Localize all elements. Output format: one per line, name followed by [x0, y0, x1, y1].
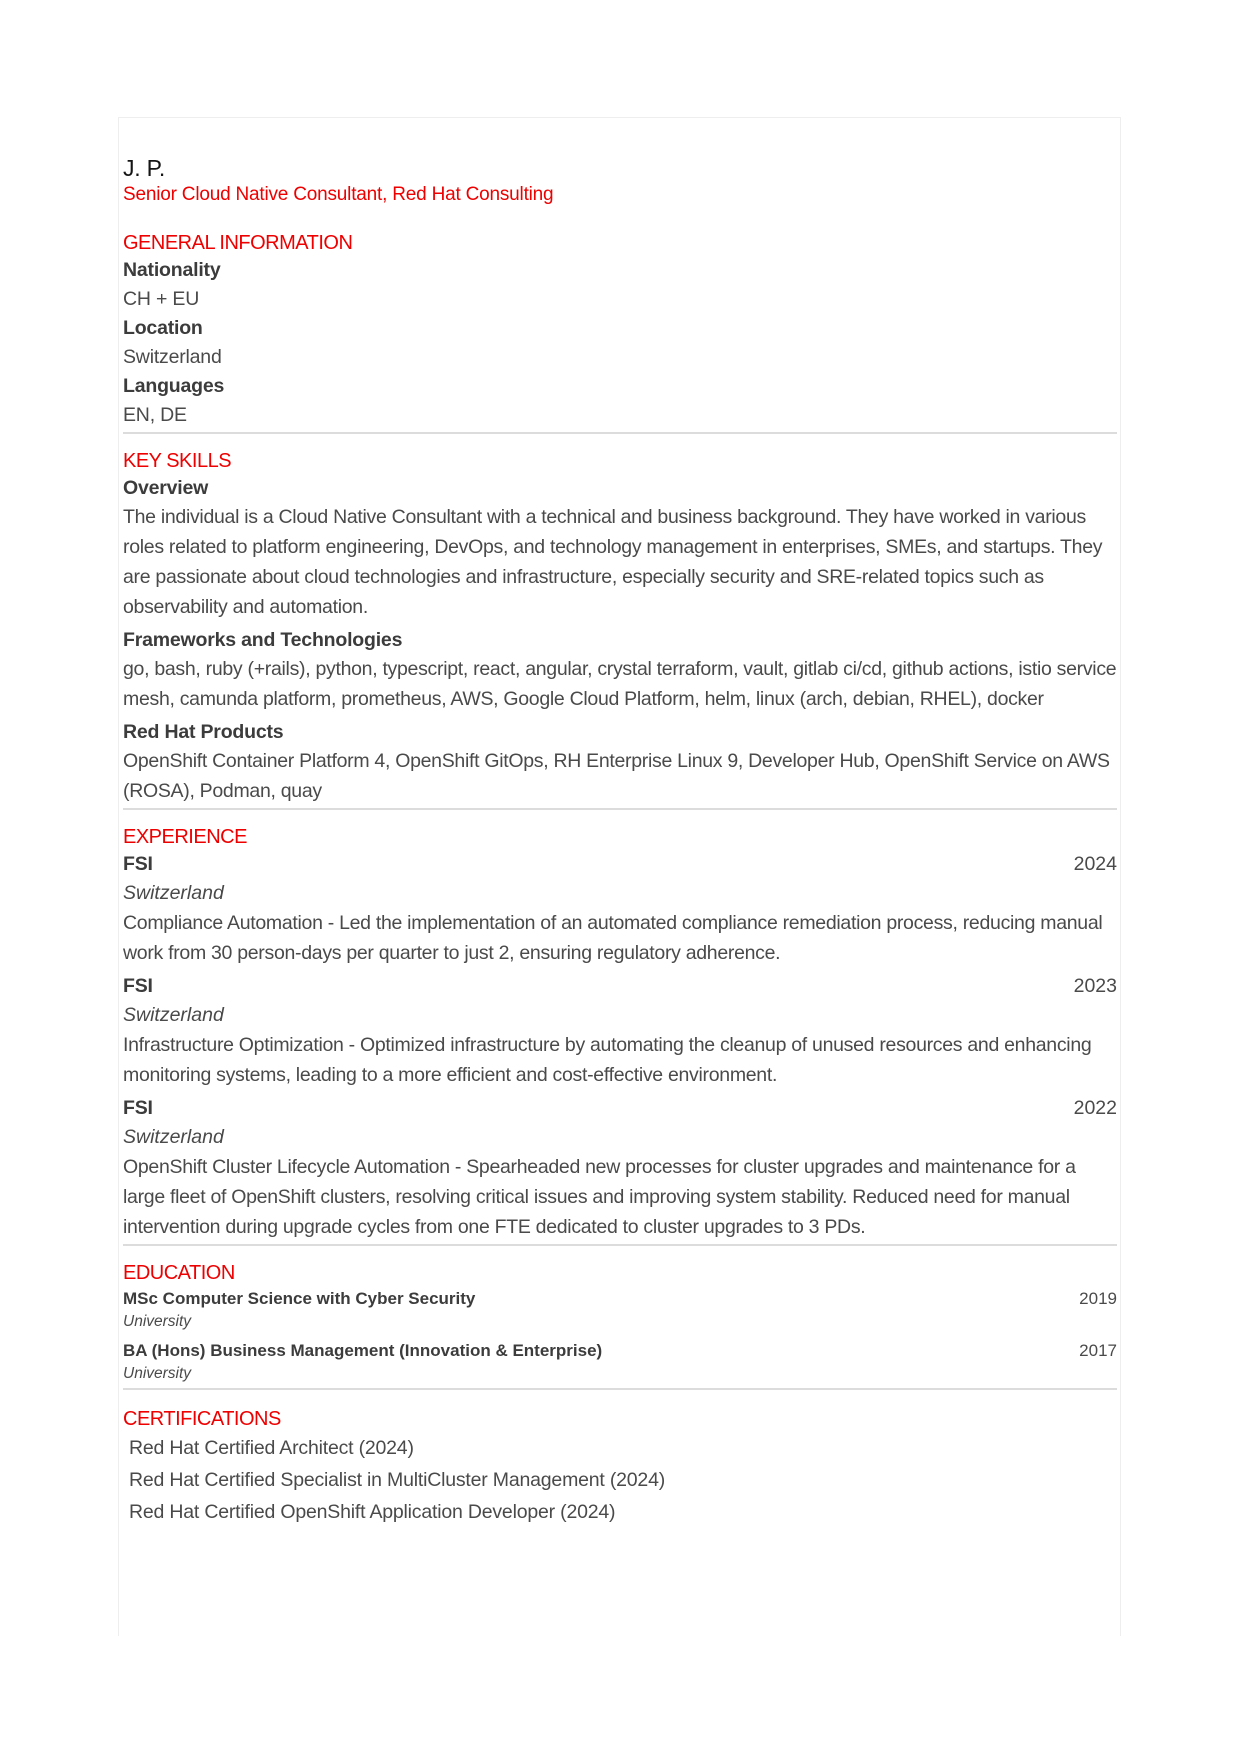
- education-institution: University: [123, 1365, 192, 1382]
- education-degree: MSc Computer Science with Cyber Security: [123, 1289, 476, 1308]
- section-experience: [123, 810, 1117, 1246]
- section-education: [123, 1246, 1117, 1390]
- field-label-languages: Languages: [123, 375, 225, 397]
- resume-page: [118, 117, 1121, 1636]
- section-certifications: [123, 1390, 1117, 1528]
- education-item: [123, 1286, 1117, 1332]
- experience-item: [123, 1094, 1117, 1242]
- education-item-header: [123, 1286, 1117, 1312]
- field-value-nationality: CH + EU: [123, 288, 200, 310]
- experience-year: 2023: [1073, 975, 1117, 997]
- experience-description: Compliance Automation - Led the implementation of an automated compliance remediation process, reducing manual work from 30 person-days per quarter to just 2, ensuring regulatory adherence.: [123, 912, 1103, 964]
- section-title-key-skills: KEY SKILLS: [123, 450, 232, 472]
- experience-location: Switzerland: [123, 1126, 224, 1148]
- section-title-general: GENERAL INFORMATION: [123, 232, 353, 254]
- certification-item: Red Hat Certified OpenShift Application Developer (2024): [129, 1501, 616, 1523]
- experience-item-header: [123, 1094, 1117, 1122]
- field-value-languages: EN, DE: [123, 404, 187, 426]
- experience-item-header: [123, 850, 1117, 878]
- field-label-location: Location: [123, 317, 203, 339]
- resume-content: [123, 154, 1117, 1528]
- experience-company: FSI: [123, 853, 153, 875]
- section-title-experience: EXPERIENCE: [123, 826, 247, 848]
- education-year: 2019: [1079, 1289, 1117, 1308]
- skills-overview-label: Overview: [123, 477, 209, 499]
- education-institution: University: [123, 1313, 192, 1330]
- experience-year: 2024: [1073, 853, 1117, 875]
- candidate-name: J. P.: [123, 155, 166, 181]
- experience-year: 2022: [1073, 1097, 1117, 1119]
- field-value-location: Switzerland: [123, 346, 222, 368]
- section-key-skills: [123, 434, 1117, 810]
- field-label-nationality: Nationality: [123, 259, 221, 281]
- experience-company: FSI: [123, 975, 153, 997]
- experience-company: FSI: [123, 1097, 153, 1119]
- section-title-education: EDUCATION: [123, 1262, 235, 1284]
- skills-overview-text: The individual is a Cloud Native Consultant with a technical and business background. They have worked in various roles related to platform engineering, DevOps, and technology management in enterprises, SMEs, and startups. They are passionate about cloud technologies and infrastructure, especially security and SRE-related topics such as observability and automation.: [123, 506, 1103, 618]
- experience-location: Switzerland: [123, 882, 224, 904]
- skills-frameworks-text: go, bash, ruby (+rails), python, typescript, react, angular, crystal terraform, vault, gitlab ci/cd, github actions, istio service mesh, camunda platform, prometheus, AWS, Google Cloud Platform, helm, linux (arch, debian, RHEL), docker: [123, 658, 1117, 710]
- education-item-header: [123, 1338, 1117, 1364]
- education-item: [123, 1338, 1117, 1384]
- section-general-information: [123, 230, 1117, 434]
- experience-description: Infrastructure Optimization - Optimized infrastructure by automating the cleanup of unused resources and enhancing monitoring systems, leading to a more efficient and cost-effective environment.: [123, 1034, 1092, 1086]
- experience-location: Switzerland: [123, 1004, 224, 1026]
- education-degree: BA (Hons) Business Management (Innovation & Enterprise): [123, 1341, 603, 1360]
- section-title-certifications: CERTIFICATIONS: [123, 1408, 281, 1430]
- experience-description: OpenShift Cluster Lifecycle Automation - Spearheaded new processes for cluster upgrades and maintenance for a large fleet of OpenShift clusters, resolving critical issues and improving system stability. Reduced need for manual intervention during upgrade cycles from one FTE dedicated to cluster upgrades to 3 PDs.: [123, 1156, 1076, 1238]
- certification-item: Red Hat Certified Architect (2024): [129, 1437, 414, 1459]
- experience-item: [123, 972, 1117, 1090]
- candidate-role: Senior Cloud Native Consultant, Red Hat Consulting: [123, 184, 554, 205]
- certification-item: Red Hat Certified Specialist in MultiCluster Management (2024): [129, 1469, 666, 1491]
- skills-products-label: Red Hat Products: [123, 721, 284, 743]
- experience-item: [123, 850, 1117, 968]
- education-year: 2017: [1079, 1341, 1117, 1360]
- resume-header: [123, 154, 1117, 208]
- experience-item-header: [123, 972, 1117, 1000]
- skills-products-text: OpenShift Container Platform 4, OpenShift GitOps, RH Enterprise Linux 9, Developer Hub, OpenShift Service on AWS (ROSA), Podman, quay: [123, 750, 1110, 802]
- skills-frameworks-label: Frameworks and Technologies: [123, 629, 403, 651]
